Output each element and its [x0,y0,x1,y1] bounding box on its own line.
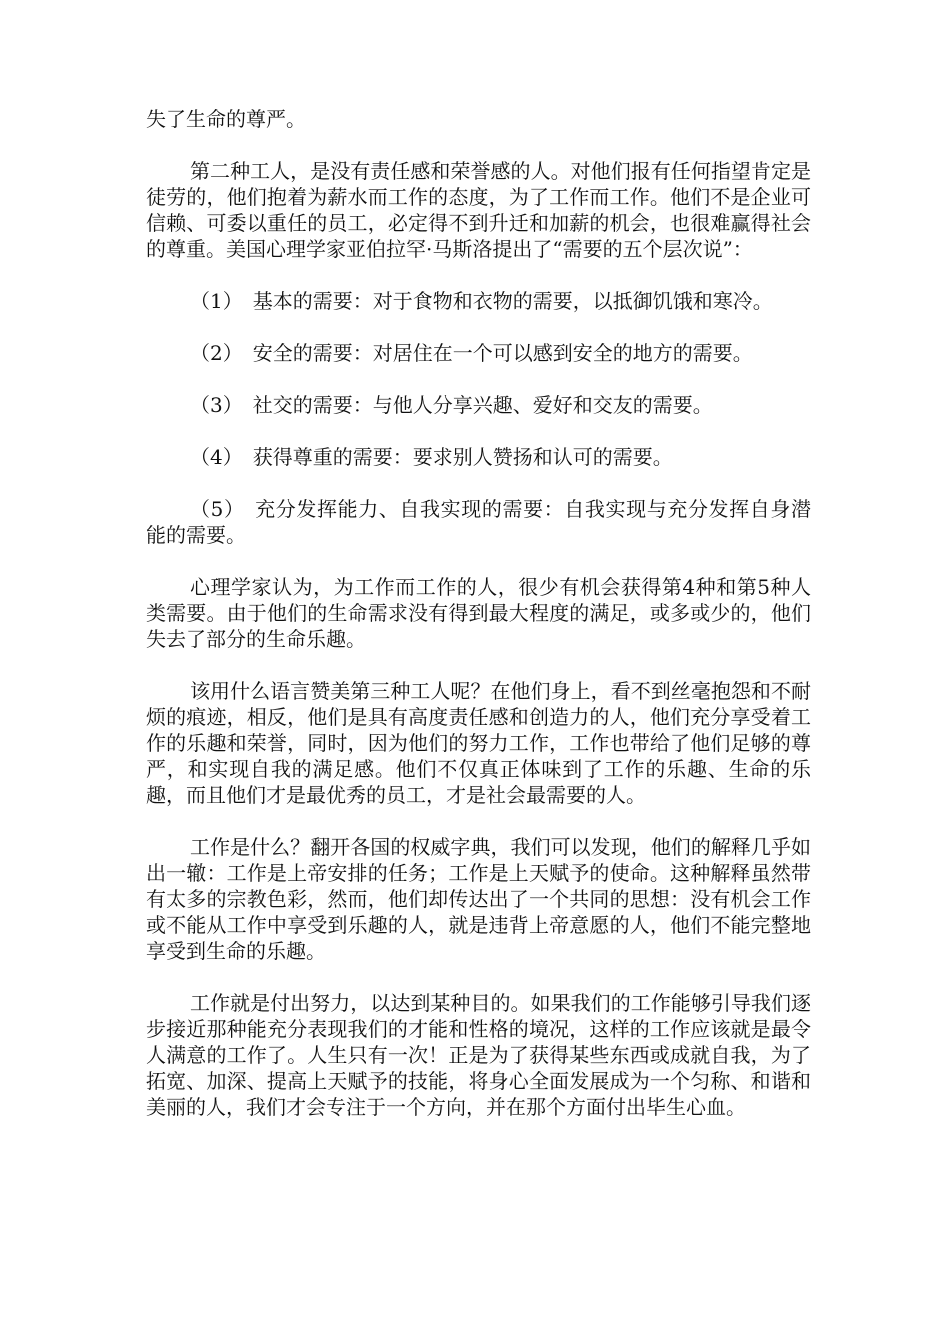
document-body [146,106,811,1146]
needs-item-3: （3） 社交的需要：与他人分享兴趣、爱好和交友的需要。 [190,393,713,417]
needs-item-4: （4） 获得尊重的需要：要求别人赞扬和认可的需要。 [190,445,673,469]
paragraph-third-worker: 该用什么语言赞美第三种工人呢？在他们身上，看不到丝毫抱怨和不耐烦的痕迹，相反，他们是具有高度责任感和创造力的人，他们充分享受着工作的乐趣和荣誉，同时，因为他们的努力工作，工作也带给了他们足够的尊严，和实现自我的满足感。他们不仅真正体味到了工作的乐趣、生命的乐趣，而且他们才是最优秀的员工，才是社会最需要的人。 [146,679,811,807]
needs-item-1: （1） 基本的需要：对于食物和衣物的需要，以抵御饥饿和寒冷。 [190,289,773,313]
paragraph-second-worker: 第二种工人，是没有责任感和荣誉感的人。对他们报有任何指望肯定是徒劳的，他们抱着为薪水而工作的态度，为了工作而工作。他们不是企业可信赖、可委以重任的员工，必定得不到升迁和加薪的机会，也很难赢得社会的尊重。美国心理学家亚伯拉罕·马斯洛提出了“需要的五个层次说”： [146,159,811,261]
paragraph-work-effort: 工作就是付出努力，以达到某种目的。如果我们的工作能够引导我们逐步接近那种能充分表现我们的才能和性格的境况，这样的工作应该就是最令人满意的工作了。人生只有一次！正是为了获得某些东西或成就自我，为了拓宽、加深、提高上天赋予的技能，将身心全面发展成为一个匀称、和谐和美丽的人，我们才会专注于一个方向，并在那个方面付出毕生心血。 [146,991,811,1119]
paragraph-what-is-work: 工作是什么？翻开各国的权威字典，我们可以发现，他们的解释几乎如出一辙：工作是上帝安排的任务；工作是上天赋予的使命。这种解释虽然带有太多的宗教色彩，然而，他们却传达出了一个共同的思想：没有机会工作或不能从工作中享受到乐趣的人，就是违背上帝意愿的人，他们不能完整地享受到生命的乐趣。 [146,835,811,963]
needs-item-5: （5） 充分发挥能力、自我实现的需要：自我实现与充分发挥自身潜能的需要。 [146,497,811,547]
needs-item-2: （2） 安全的需要：对居住在一个可以感到安全的地方的需要。 [190,341,753,365]
paragraph-psychologists: 心理学家认为，为工作而工作的人，很少有机会获得第4种和第5种人类需要。由于他们的生命需求没有得到最大程度的满足，或多或少的，他们失去了部分的生命乐趣。 [146,575,811,651]
paragraph-continuation: 失了生命的尊严。 [146,107,306,131]
